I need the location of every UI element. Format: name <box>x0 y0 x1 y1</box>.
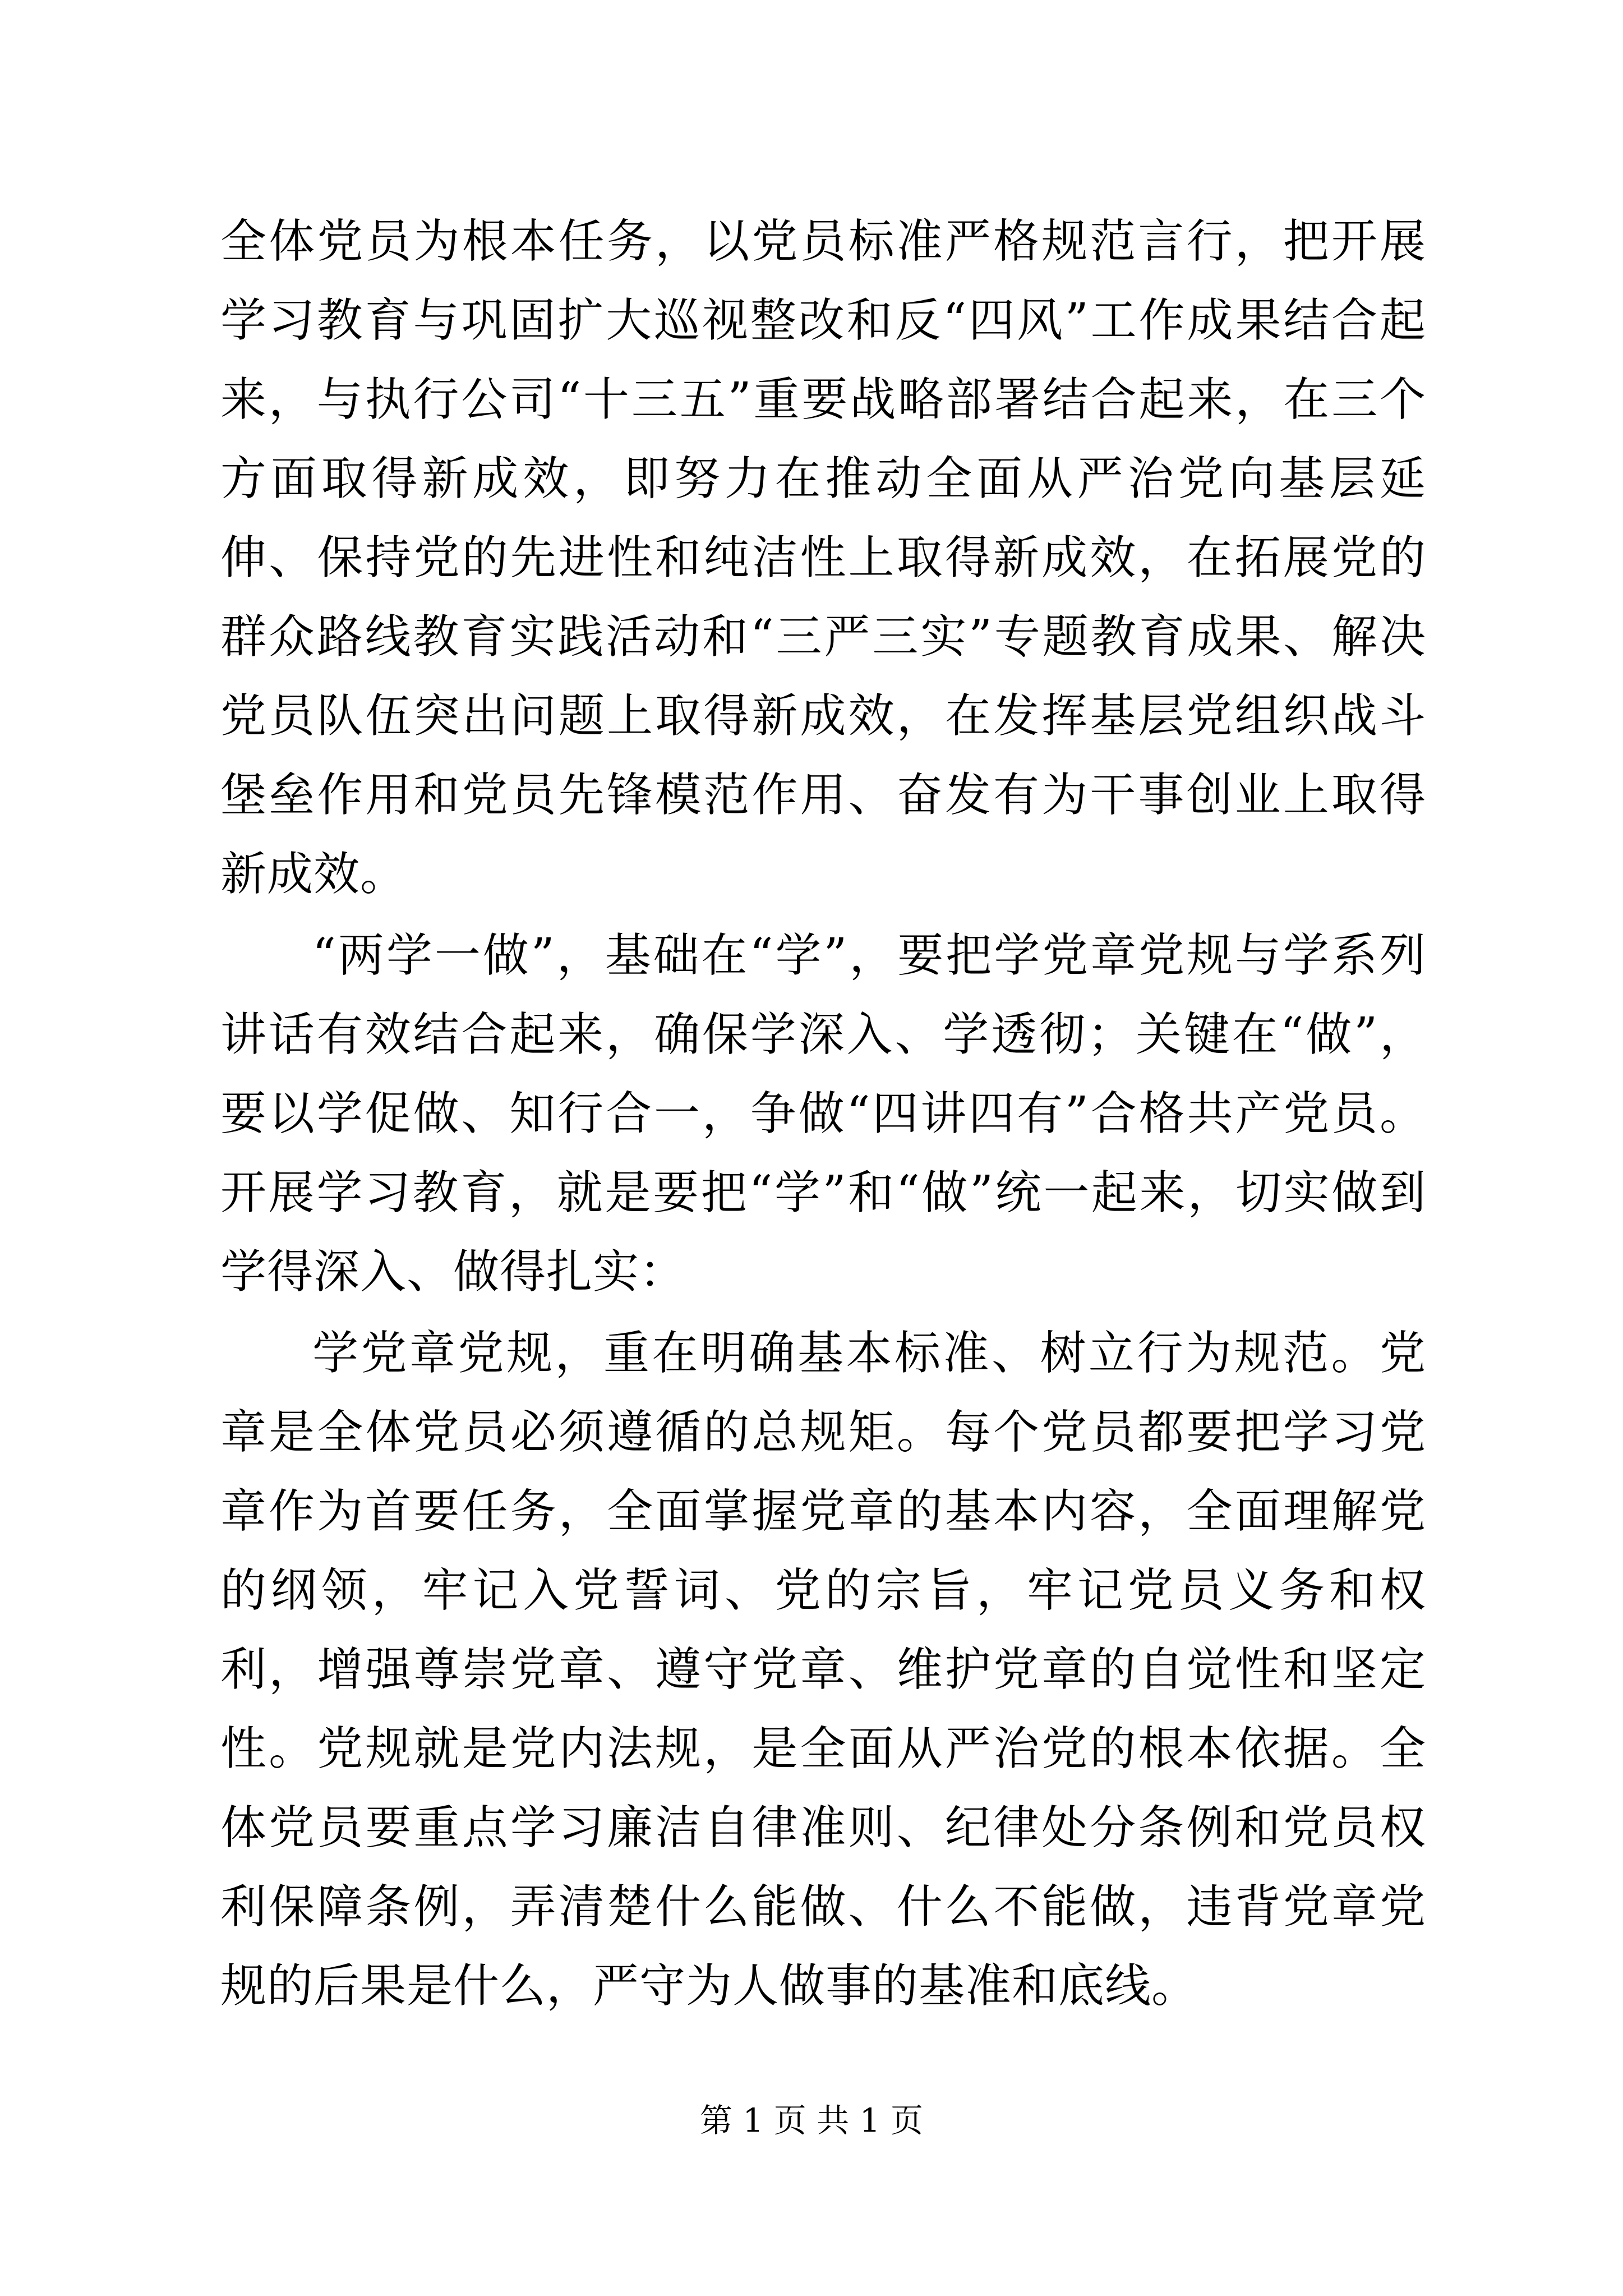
page-footer: 第 1 页 共 1 页 <box>700 2101 923 2139</box>
document-body <box>220 202 1426 2026</box>
paragraph-1: 全体党员为根本任务，以党员标准严格规范言行，把开展学习教育与巩固扩大巡视整改和反“四风”工作成果结合起来，与执行公司“十三五”重要战略部署结合起来，在三个方面取得新成效，即努力在推动全面从严治党向基层延伸、保持党的先进性和纯洁性上取得新成效，在拓展党的群众路线教育实践活动和“三严三实”专题教育成果、解决党员队伍突出问题上取得新成效，在发挥基层党组织战斗堡垒作用和党员先锋模范作用、奋发有为干事创业上取得新成效。 <box>220 215 1426 901</box>
paragraph-3: 学党章党规，重在明确基本标准、树立行为规范。党章是全体党员必须遵循的总规矩。每个党员都要把学习党章作为首要任务，全面掌握党章的基本内容，全面理解党的纲领，牢记入党誓词、党的宗旨，牢记党员义务和权利，增强尊崇党章、遵守党章、维护党章的自觉性和坚定性。党规就是党内法规，是全面从严治党的根本依据。全体党员要重点学习廉洁自律准则、纪律处分条例和党员权利保障条例，弄清楚什么能做、什么不能做，违背党章党规的后果是什么，严守为人做事的基准和底线。 <box>220 1327 1426 2013</box>
paragraph-2: “两学一做”，基础在“学”，要把学党章党规与学系列讲话有效结合起来，确保学深入、学透彻；关键在“做”，要以学促做、知行合一，争做“四讲四有”合格共产党员。开展学习教育，就是要把“学”和“做”统一起来，切实做到学得深入、做得扎实： <box>220 929 1426 1299</box>
